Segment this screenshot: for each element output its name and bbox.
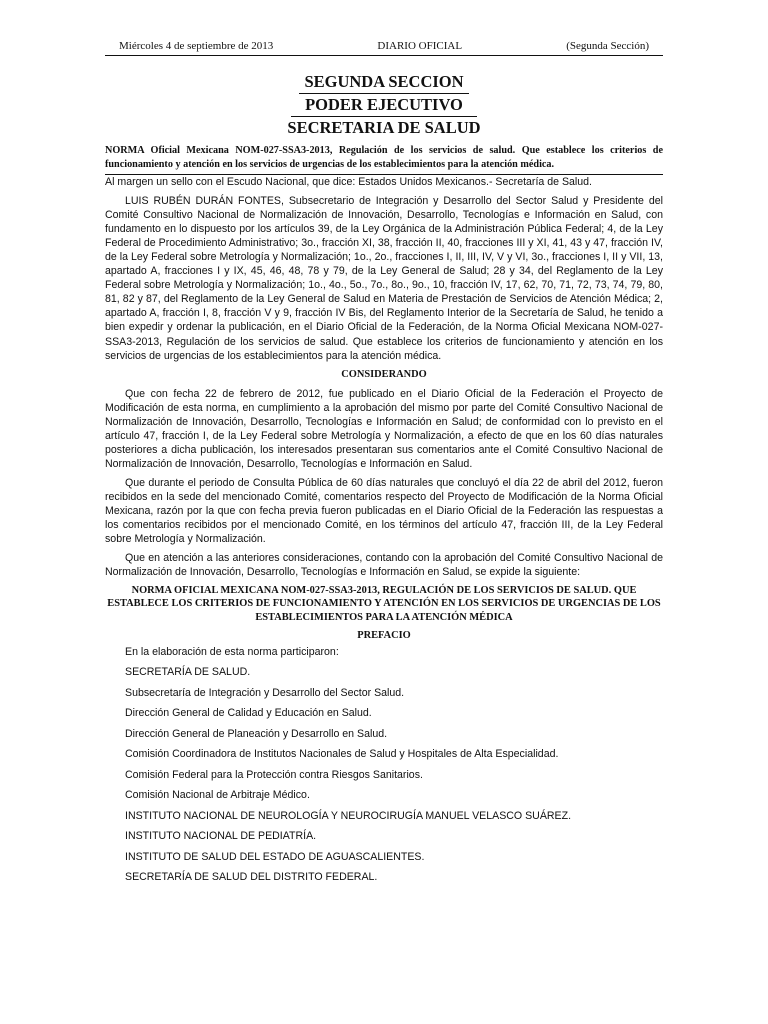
considerando-paragraph-3: Que en atención a las anteriores consideraciones, contando con la aprobación del Comité Consultivo Nacional de Normalización de Innovación, Desarrollo, Tecnologías e Información en Salud, se expide la siguiente:	[105, 551, 663, 578]
section-banner	[105, 72, 663, 138]
seal-note: Al margen un sello con el Escudo Nacional, que dice: Estados Unidos Mexicanos.- Secretaría de Salud.	[105, 176, 592, 188]
document-body	[105, 175, 663, 579]
list-item: SECRETARÍA DE SALUD.	[125, 666, 251, 679]
considerando-title: CONSIDERANDO	[341, 368, 427, 380]
list-item: INSTITUTO DE SALUD DEL ESTADO DE AGUASCALIENTES.	[125, 850, 425, 863]
running-header	[105, 40, 663, 56]
participants-intro: En la elaboración de esta norma participaron:	[125, 645, 339, 658]
document-page	[105, 40, 663, 892]
list-item: Comisión Coordinadora de Institutos Nacionales de Salud y Hospitales de Alta Especialidad.	[125, 748, 559, 761]
preamble-paragraph: LUIS RUBÉN DURÁN FONTES, Subsecretario de Integración y Desarrollo del Sector Salud y Presidente del Comité Consultivo Nacional de Normalización de Innovación, Desarrollo, Tecnologías e Información en Salud, con fundamento en lo dispuesto por los artículos 39, de la Ley Orgánica de la Administración Pública Federal; 4, de la Ley Federal de Procedimiento Administrativo; 3o., fracción XI, 38, fracción II, 40, fracciones III y XI, 41, 43 y 47, fracción IV, de la Ley Federal sobre Metrología y Normalización; 1o., 2o., fracciones I, II, III, IV, V y VI, 3o., fracciones I, II y VII, 13, apartado A, fracciones I y IX, 45, 46, 48, 78 y 79, de la Ley General de Salud; 28 y 34, del Reglamento de la Ley Federal sobre Metrología y Normalización; 1o., 4o., 5o., 7o., 8o., 9o., 10, fracción IV, 17, 62, 70, 71, 72, 73, 74, 79, 80, 81, 82 y 87, del Reglamento de la Ley General de Salud en Materia de Prestación de Servicios de Atención Médica; 2, apartado A, fracción I, 8, fracción V y 9, fracción IV Bis, del Reglamento Interior de la Secretaría de Salud, he tenido a bien expedir y ordenar la publicación, en el Diario Oficial de la Federación, de la Norma Oficial Mexicana NOM-027-SSA3-2013, Regulación de los servicios de salud. Que establece los criterios de funcionamiento y atención en los servicios de urgencias de los establecimientos para la atención médica.	[105, 194, 663, 362]
list-item: INSTITUTO NACIONAL DE PEDIATRÍA.	[125, 830, 317, 843]
list-item: Dirección General de Planeación y Desarrollo en Salud.	[125, 727, 388, 740]
considerando-paragraph-2: Que durante el periodo de Consulta Pública de 60 días naturales que concluyó el día 22 de abril del 2012, fueron recibidos en la sede del mencionado Comité, comentarios respecto del Proyecto de Modificación de la Norma Oficial Mexicana, razón por la que con fecha previa fueron publicadas en el Diario Oficial de la Federación las respuestas a los comentarios recibidos por el mencionado Comité, en los términos del artículo 47, fracción III, de la Ley Federal sobre Metrología y Normalización.	[105, 476, 663, 546]
norm-heading: NORMA Oficial Mexicana NOM-027-SSA3-2013, Regulación de los servicios de salud. Que establece los criterios de funcionamiento y atención en los servicios de urgencias de los establecimientos para la atención médica.	[105, 144, 663, 175]
list-item: Subsecretaría de Integración y Desarrollo del Sector Salud.	[125, 686, 405, 699]
header-section: (Segunda Sección)	[566, 40, 649, 52]
banner-ministry: SECRETARIA DE SALUD	[287, 118, 481, 137]
list-item: SECRETARÍA DE SALUD DEL DISTRITO FEDERAL.	[125, 871, 378, 884]
list-item: INSTITUTO NACIONAL DE NEUROLOGÍA Y NEUROCIRUGÍA MANUEL VELASCO SUÁREZ.	[125, 809, 572, 822]
participants-list	[105, 646, 663, 885]
header-date: Miércoles 4 de septiembre de 2013	[119, 40, 274, 52]
banner-rule	[291, 116, 477, 117]
banner-rule	[299, 93, 469, 94]
norm-title: NORMA OFICIAL MEXICANA NOM-027-SSA3-2013, REGULACIÓN DE LOS SERVICIOS DE SALUD. QUE ESTABLECE LOS CRITERIOS DE FUNCIONAMIENTO Y ATENCIÓN EN LOS SERVICIOS DE URGENCIAS DE LOS ESTABLECIMIENTOS PARA LA ATENCIÓN MÉDICA	[107, 585, 661, 623]
banner-section: SEGUNDA SECCION	[304, 72, 464, 91]
list-item: Comisión Federal para la Protección contra Riesgos Sanitarios.	[125, 768, 423, 781]
list-item: Dirección General de Calidad y Educación en Salud.	[125, 707, 372, 720]
banner-branch: PODER EJECUTIVO	[305, 95, 463, 114]
considerando-paragraph-1: Que con fecha 22 de febrero de 2012, fue publicado en el Diario Oficial de la Federación el Proyecto de Modificación de esta norma, en cumplimiento a la aprobación del mismo por parte del Comité Consultivo Nacional de Normalización de Innovación, Desarrollo, Tecnologías e Información en Salud; de conformidad con lo previsto en el artículo 47, fracción I, de la Ley Federal sobre Metrología y Normalización, a efecto de que en los 60 días naturales posteriores a dicha publicación, los interesados presentaran sus comentarios ante el Comité Consultivo Nacional de Normalización de Innovación, Desarrollo, Tecnologías e Información en Salud.	[105, 387, 663, 471]
list-item: Comisión Nacional de Arbitraje Médico.	[125, 789, 310, 802]
prefacio-title: PREFACIO	[357, 629, 411, 641]
header-publication: DIARIO OFICIAL	[377, 40, 463, 52]
